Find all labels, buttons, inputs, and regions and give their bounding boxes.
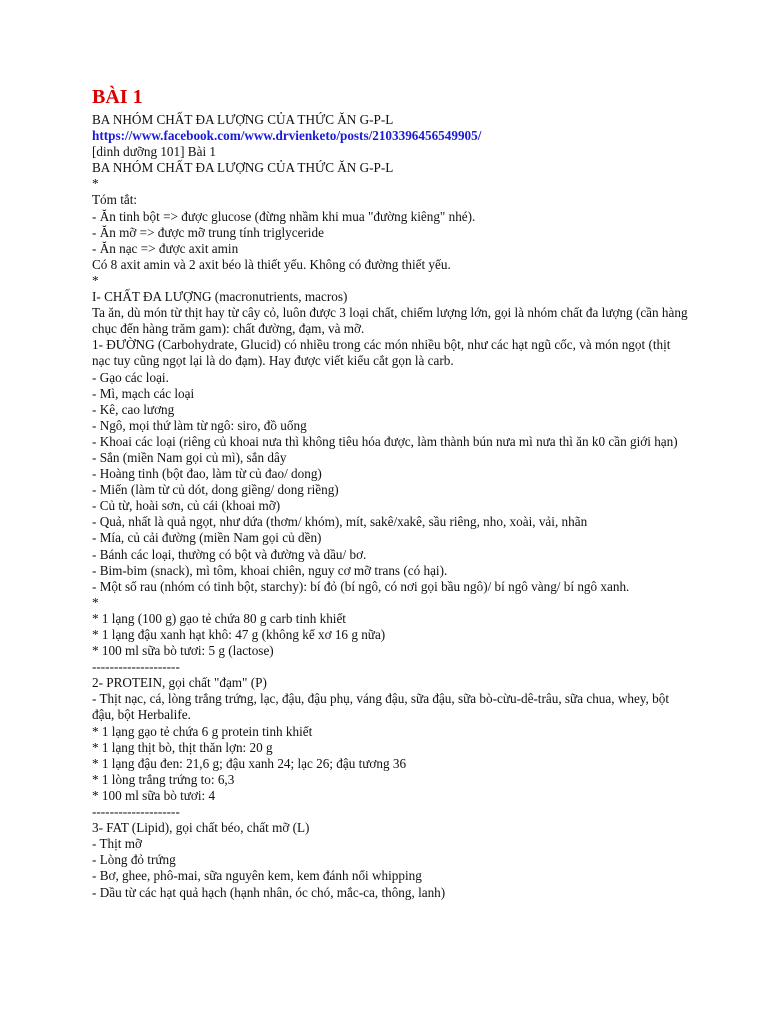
text-line: - Mì, mạch các loại bbox=[92, 385, 195, 401]
text-line: - Bánh các loại, thường có bột và đường và dầu/ bơ. bbox=[92, 546, 367, 562]
document-page bbox=[92, 86, 692, 901]
text-line: - Gạo các loại. bbox=[92, 369, 169, 385]
text-line: I- CHẤT ĐA LƯỢNG (macronutrients, macros) bbox=[92, 289, 348, 305]
text-line: - Củ từ, hoài sơn, củ cái (khoai mỡ) bbox=[92, 498, 281, 514]
text-line: - Sắn (miền Nam gọi củ mì), sắn dây bbox=[92, 449, 287, 465]
document-body bbox=[92, 144, 692, 900]
text-line: - Bim-bim (snack), mì tôm, khoai chiên, nguy cơ mỡ trans (có hại). bbox=[92, 562, 448, 578]
text-line: - Khoai các loại (riêng củ khoai nưa thì không tiêu hóa được, làm thành bún nưa mì nưa thì ăn k0 cần giới hạn) bbox=[92, 433, 678, 449]
text-line: * bbox=[92, 176, 99, 192]
text-line: - Ăn tinh bột => được glucose (đừng nhầm khi mua "đường kiêng" nhé). bbox=[92, 208, 476, 224]
text-line: * 1 lạng thịt bò, thịt thăn lợn: 20 g bbox=[92, 739, 273, 755]
text-line: Ta ăn, dù món từ thịt hay từ cây cỏ, luôn được 3 loại chất, chiếm lượng lớn, gọi là nhóm chất đa lượng (cần hàng chục đến hàng trăm gam): chất đường, đạm, và mỡ. bbox=[92, 305, 688, 337]
text-line: * 1 lạng đậu đen: 21,6 g; đậu xanh 24; lạc 26; đậu tương 36 bbox=[92, 755, 407, 771]
text-line: - Ăn nạc => được axit amin bbox=[92, 240, 239, 256]
document-subtitle: BA NHÓM CHẤT ĐA LƯỢNG CỦA THỨC ĂN G-P-L bbox=[92, 112, 394, 127]
text-line: - Thịt mỡ bbox=[92, 836, 142, 852]
text-line: - Hoàng tinh (bột đao, làm từ củ đao/ dong) bbox=[92, 466, 322, 482]
text-line: - Dầu từ các hạt quả hạch (hạnh nhân, óc chó, mắc-ca, thông, lanh) bbox=[92, 884, 446, 900]
text-line: - Ăn mỡ => được mỡ trung tính triglyceride bbox=[92, 224, 324, 240]
document-title: BÀI 1 bbox=[92, 86, 143, 108]
text-line: Tóm tắt: bbox=[92, 192, 138, 208]
text-line: - Mía, củ cải đường (miền Nam gọi củ dền) bbox=[92, 530, 322, 546]
source-link[interactable]: https://www.facebook.com/www.drvienketo/posts/2103396456549905/ bbox=[92, 128, 482, 144]
text-line: - Bơ, ghee, phô-mai, sữa nguyên kem, kem đánh nổi whipping bbox=[92, 868, 422, 884]
text-line: - Ngô, mọi thứ làm từ ngô: siro, đồ uống bbox=[92, 417, 307, 433]
text-line: BA NHÓM CHẤT ĐA LƯỢNG CỦA THỨC ĂN G-P-L bbox=[92, 160, 394, 176]
text-line: - Lòng đỏ trứng bbox=[92, 852, 176, 868]
text-line: - Quả, nhất là quả ngọt, như dứa (thơm/ khóm), mít, sakê/xakê, sầu riêng, nho, xoài, vải, nhãn bbox=[92, 514, 588, 530]
text-line: * bbox=[92, 594, 99, 610]
text-line: * 100 ml sữa bò tươi: 5 g (lactose) bbox=[92, 643, 274, 659]
text-line: -------------------- bbox=[92, 804, 180, 820]
text-line: * 1 lạng đậu xanh hạt khô: 47 g (không kể xơ 16 g nữa) bbox=[92, 627, 386, 642]
text-line: - Kê, cao lương bbox=[92, 401, 175, 417]
text-line: - Thịt nạc, cá, lòng trắng trứng, lạc, đậu, đậu phụ, váng đậu, sữa đậu, sữa bò-cừu-dê-trâu, sữa chua, whey, bột đậu, bột Herbalife. bbox=[92, 691, 669, 723]
text-line: * 100 ml sữa bò tươi: 4 bbox=[92, 787, 216, 803]
text-line: 1- ĐƯỜNG (Carbohydrate, Glucid) có nhiều trong các món nhiều bột, như các hạt ngũ cốc, và món ngọt (thịt nạc tuy cũng ngọt lại là do đạm). Hay được viết kiểu cắt gọn là carb. bbox=[92, 337, 671, 369]
text-line: * 1 lạng (100 g) gạo tẻ chứa 80 g carb tinh khiết bbox=[92, 610, 346, 626]
text-line: -------------------- bbox=[92, 659, 180, 675]
text-line: [dinh dưỡng 101] Bài 1 bbox=[92, 144, 217, 160]
text-line: * 1 lòng trắng trứng to: 6,3 bbox=[92, 771, 235, 787]
text-line: - Miến (làm từ củ dót, dong giềng/ dong riềng) bbox=[92, 482, 339, 498]
text-line: Có 8 axit amin và 2 axit béo là thiết yếu. Không có đường thiết yếu. bbox=[92, 256, 451, 272]
text-line: - Một số rau (nhóm có tinh bột, starchy): bí đỏ (bí ngô, có nơi gọi bầu ngô)/ bí ngô vàng/ bí ngô xanh. bbox=[92, 578, 630, 594]
text-line: * 1 lạng gạo tẻ chứa 6 g protein tinh khiết bbox=[92, 723, 313, 739]
text-line: * bbox=[92, 272, 99, 288]
text-line: 3- FAT (Lipid), gọi chất béo, chất mỡ (L) bbox=[92, 820, 310, 836]
text-line: 2- PROTEIN, gọi chất "đạm" (P) bbox=[92, 675, 267, 691]
